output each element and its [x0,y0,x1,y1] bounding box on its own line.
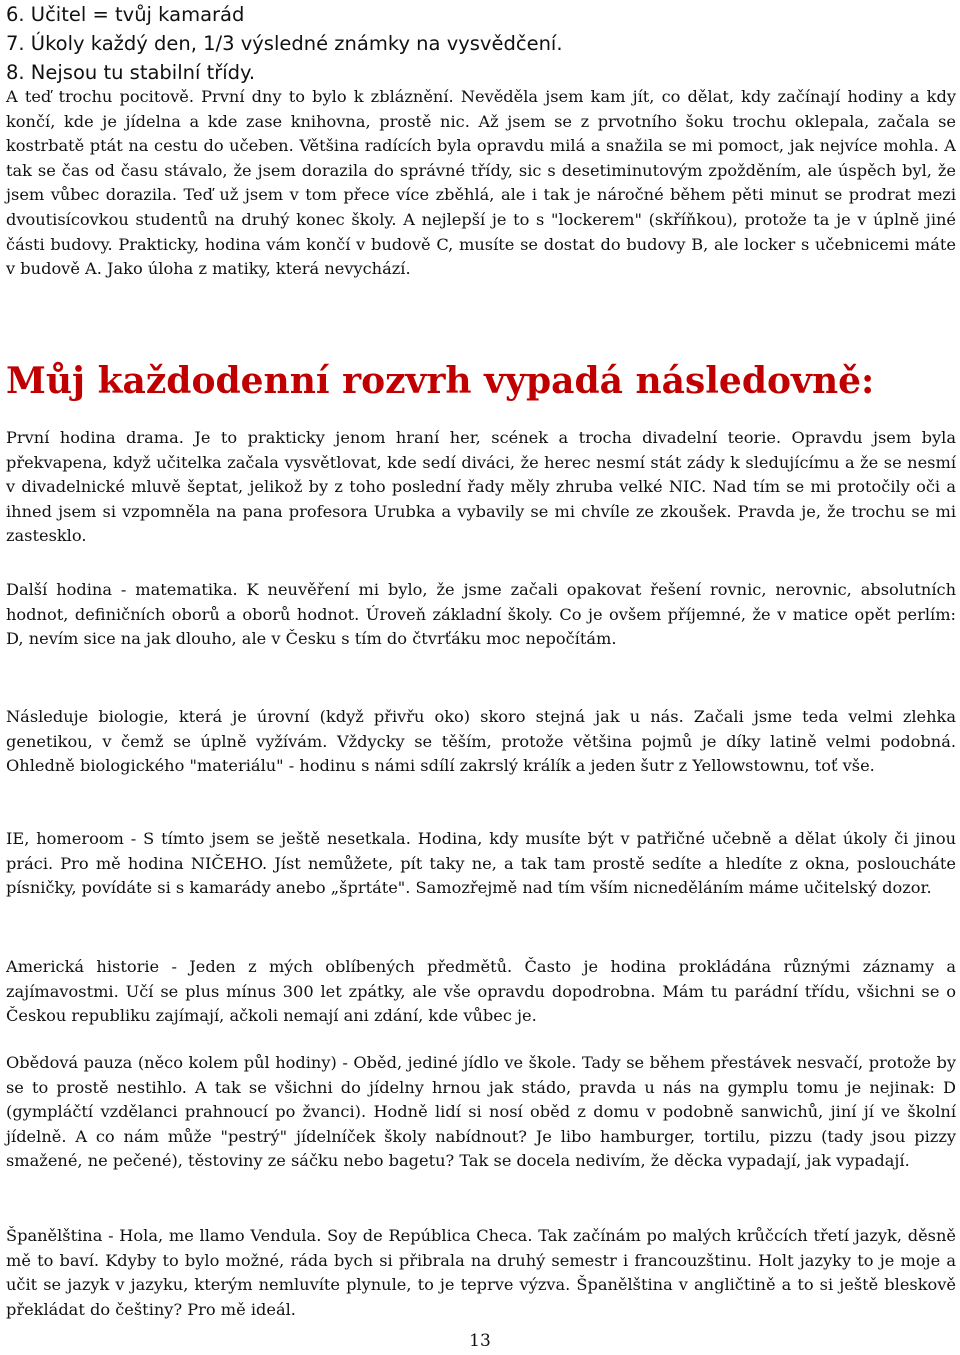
numbered-list [6,0,946,87]
page-number: 13 [469,1331,491,1351]
paragraph-lunch: Obědová pauza (něco kolem půl hodiny) - Oběd, jediné jídlo ve škole. Tady se během přestávek nesvačí, protože by se to prostě nestihlo. A tak se všichni do jídelny hrnou jak stádo, pravda u nás na gymplu tomu je nejinak: D (gympláčtí vzdělanci prahnoucí po žvanci). Hodně lidí si nosí oběd z domu v podobně sanwichů, jiní jí ve školní jídelně. A co nám může "pestrý" jídelníček školy nabídnout? Je libo hamburger, tortilu, pizzu (tady jsou pizzy smažené, ne pečené), těstoviny ze sáčku nebo bagetu? Tak se docela nedivím, že děcka vypadají, jak vypadají. [6,1053,956,1171]
list-item: 8. Nejsou tu stabilní třídy. [6,61,256,84]
paragraph-biology: Následuje biologie, která je úrovní (když přivřu oko) skoro stejná jak u nás. Začali jsme teda velmi zlehka genetikou, v čemž se úplně vyžívám. Vždycky se těším, protože většina pojmů je díky latině velmi podobná. Ohledně biologického "materiálu" - hodinu s námi sdílí zakrslý králík a jeden šutr z Yellowstownu, toť vše. [6,707,956,776]
intro-paragraph: A teď trochu pocitově. První dny to bylo k zbláznění. Nevěděla jsem kam jít, co dělat, kdy začínají hodiny a kdy končí, kde je jídelna a kde zase knihovna, prostě nic. Až jsem se z prvotního šoku trochu oklepala, začala se kostrbatě ptát na cestu do učeben. Většina radících byla opravdu milá a snažila se mi pomoct, jak nejvíce mohla. A tak se čas od času stávalo, že jsem dorazila do správné třídy, sic s desetiminutovým zpožděním, ale úspěch byl, že jsem vůbec dorazila. Teď už jsem v tom přece více zběhlá, ale i tak je náročné během pěti minut se prodrat mezi dvoutisícovkou studentů na druhý konec školy. A nejlepší je to s "lockerem" (skříňkou), protože ta je v úplně jiné části budovy. Prakticky, hodina vám končí v budově C, musíte se dostat do budovy B, ale locker s učebnicemi máte v budově A. Jako úloha z matiky, která nevychází. [6,87,956,279]
paragraph-math: Další hodina - matematika. K neuvěření mi bylo, že jsme začali opakovat řešení rovnic, nerovnic, absolutních hodnot, definičních oborů a oborů hodnot. Úroveň základní školy. Co je ovšem příjemné, že v matice opět perlím: D, nevím sice na jak dlouho, ale v Česku s tím do čtvrťáku moc nepočítám. [6,580,956,649]
section-heading: Můj každodenní rozvrh vypadá následovně: [6,360,875,402]
list-item: 6. Učitel = tvůj kamarád [6,3,245,26]
paragraph-spanish: Španělština - Hola, me llamo Vendula. Soy de República Checa. Tak začínám po malých krůčcích třetí jazyk, děsně mě to baví. Kdyby to bylo možné, ráda bych si přibrala na druhý semestr i francouzštinu. Holt jazyky to je moje a učit se jazyk v jazyku, kterým nemluvíte plynule, to je teprve výzva. Španělština v angličtině a to si ještě bleskově překládat do češtiny? Pro mě ideál. [6,1226,956,1319]
paragraph-drama: První hodina drama. Je to prakticky jenom hraní her, scének a trocha divadelní teorie. Opravdu jsem byla překvapena, když učitelka začala vysvětlovat, kde sedí diváci, že herec nesmí stát zády k sledujícímu a že se nesmí v divadelnické mluvě šeptat, jelikož by z toho poslední řady měly zhruba velké NIC. Nad tím se mi protočily oči a ihned jsem si vzpomněla na pana profesora Urubka a vybavily se mi chvíle ze zkoušek. Pravda je, že trochu se mi zastesklo. [6,428,956,546]
paragraph-homeroom: IE, homeroom - S tímto jsem se ještě nesetkala. Hodina, kdy musíte být v patřičné učebně a dělat úkoly či jinou práci. Pro mě hodina NIČEHO. Jíst nemůžete, pít taky ne, a tak tam prostě sedíte a hledíte z okna, posloucháte písničky, povídáte si s kamarády anebo „šprtáte". Samozřejmě nad tím vším nicneděláním máme učitelský dozor. [6,829,956,898]
list-item: 7. Úkoly každý den, 1/3 výsledné známky na vysvědčení. [6,32,563,55]
paragraph-history: Americká historie - Jeden z mých oblíbených předmětů. Často je hodina prokládána různými záznamy a zajímavostmi. Učí se plus mínus 300 let zpátky, ale vše opravdu dopodrobna. Mám tu parádní třídu, všichni se o Českou republiku zajímají, ačkoli nemají ani zdání, kde vůbec je. [6,957,956,1026]
